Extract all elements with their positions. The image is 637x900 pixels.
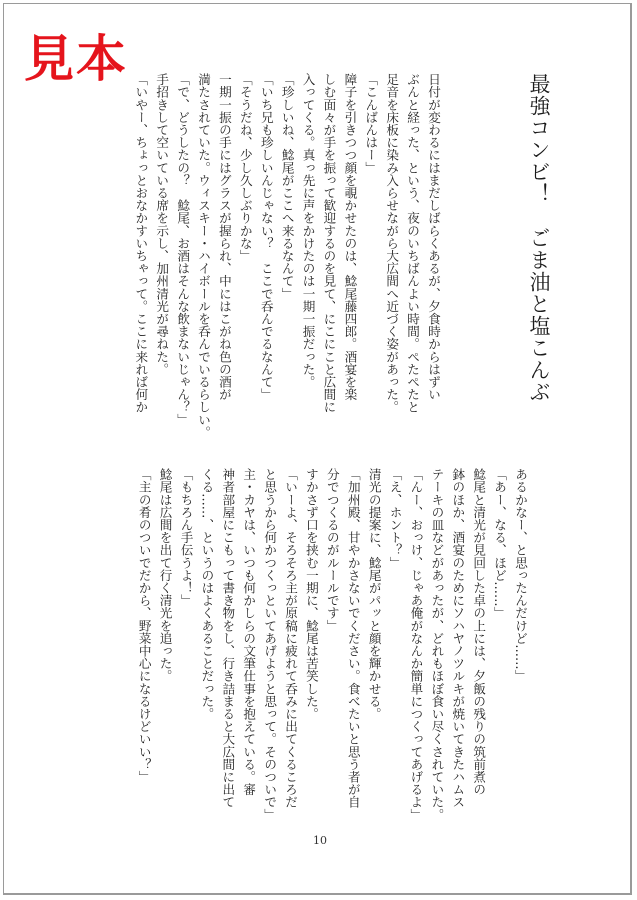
sample-stamp: 見本 (24, 30, 128, 88)
text-line: 「主の肴のついでだから、野菜中心になるけどいい？」 (136, 468, 152, 783)
text-line: ぶんと経った、という、夜のいちばんよい時間。ぺたぺたと (405, 73, 421, 414)
text-line: テーキの皿などがあったが、どれもほぼ食い尽くされていた。 (429, 468, 445, 821)
text-line: 鯰尾は広間を出て行く清光を追った。 (157, 468, 173, 683)
text-line: 「んー、おっけ、じゃあ俺がなんか簡単につくってあげるよ」 (408, 468, 424, 821)
text-line: あるかなー、と思ったんだけど……」 (513, 468, 528, 683)
text-line: くる……、というのはよくあることだった。 (199, 468, 215, 720)
text-line: 「いやー、ちょっとおなかすいちゃって。ここに来れば何か (133, 73, 149, 414)
text-line: 手招きして空いている席を示し、加州清光が尋ねた。 (154, 73, 170, 376)
text-line: 入ってくる。真っ先に声をかけたのは一期一振だった。 (300, 73, 316, 388)
text-line: 「もちろん手伝うよ！」 (178, 468, 194, 607)
text-line: 「え、ホント？」 (387, 468, 403, 569)
text-line: 「で、どうしたの？ 鯰尾、お酒はそんな飲まないじゃん？」 (175, 73, 191, 426)
text-line: 「あー、なる、ほど……」 (492, 468, 508, 620)
text-line: 鉢のほか、酒宴のためにソハヤノツルキが焼いてきたハムス (450, 468, 466, 809)
text-line: 鯰尾と清光が見回した卓の上には、夕飯の残りの筑前煮の (471, 468, 487, 796)
text-line: 日付が変わるにはまだしばらくあるが、夕食時からはずい (426, 73, 441, 401)
text-line: 「いーよ、そろそろ主が原稿に疲れて呑みに出てくるころだ (283, 468, 299, 809)
text-line: と思うから何かつくっといてあげようと思って。そのついで」 (262, 468, 278, 821)
text-line: 「いち兄も珍しいんじゃない？ ここで呑んでるなんて」 (258, 73, 274, 401)
text-line: 「加州殿、甘やかさないでください。食べたいと思う者が自 (345, 468, 361, 809)
text-line: 一期一振の手にはグラスが握られ、中にはこがね色の酒が (216, 73, 232, 401)
text-line: 分でつくるのがルールです」 (324, 468, 340, 632)
text-line: 「こんばんはー」 (363, 73, 379, 174)
text-line: 神者部屋にこもって書き物をし、行き詰まると大広間に出て (220, 468, 236, 809)
page-number: 10 (313, 834, 327, 847)
text-line: 「そうだね、少し久しぶりかな」 (237, 73, 253, 262)
body-text-lower (98, 468, 530, 821)
body-text-upper (98, 73, 443, 443)
text-line: 「珍しいね、鯰尾がここへ来るなんて」 (279, 73, 295, 300)
text-line: すかさず口を挟む一期に、鯰尾は苦笑した。 (303, 468, 319, 720)
text-line: 足音を床板に染み入らせながら大広間へ近づく姿があった。 (384, 73, 400, 414)
text-line: 満たされていた。ウィスキー・ハイボールを呑んでいるらしい。 (196, 73, 212, 439)
text-line: 障子を引きつつ顔を覗かせたのは、鯰尾藤四郎。酒宴を楽 (342, 73, 358, 401)
text-line: 主・カヤは、いつも何かしらの文筆仕事を抱えている。審 (241, 468, 257, 796)
text-line: しむ面々が手を振って歓迎するのを見て、にこにこと広間に (321, 73, 337, 414)
chapter-title: 最強コンビ！ ごま油と塩こんぶ (527, 73, 551, 403)
text-line: 清光の提案に、鯰尾がパッと顔を輝かせる。 (366, 468, 382, 720)
